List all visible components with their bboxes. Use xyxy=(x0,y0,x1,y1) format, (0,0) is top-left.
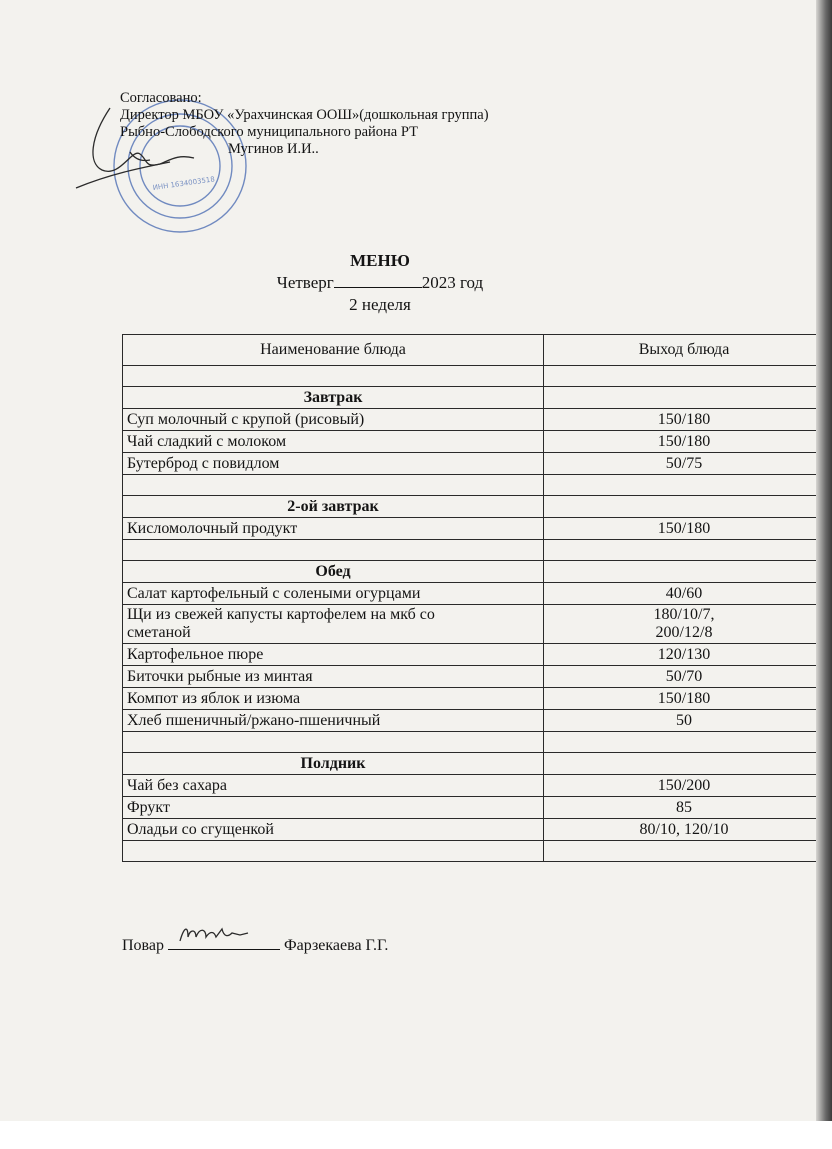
table-row xyxy=(123,644,825,666)
dish-name: Картофельное пюре xyxy=(123,644,544,666)
dish-yield: 150/180 xyxy=(544,431,825,453)
section-title: Обед xyxy=(123,561,544,583)
date-blank xyxy=(334,273,422,288)
menu-day: Четверг xyxy=(276,273,334,292)
scan-edge xyxy=(816,0,832,1149)
section-row xyxy=(123,753,825,775)
table-row xyxy=(123,710,825,732)
menu-year: 2023 год xyxy=(421,273,484,292)
dish-yield: 85 xyxy=(544,797,825,819)
cook-signature-line xyxy=(122,933,388,955)
dish-name: Чай без сахара xyxy=(123,775,544,797)
cook-label: Повар xyxy=(122,937,164,954)
section-title: 2-ой завтрак xyxy=(123,496,544,518)
dish-name: Оладьи со сгущенкой xyxy=(123,819,544,841)
header-dish-name: Наименование блюда xyxy=(123,335,544,366)
dish-yield xyxy=(544,605,825,644)
dish-yield: 120/130 xyxy=(544,644,825,666)
menu-title: МЕНЮ xyxy=(350,251,410,270)
section-row xyxy=(123,496,825,518)
table-row xyxy=(123,453,825,475)
dish-yield: 150/180 xyxy=(544,518,825,540)
section-title: Полдник xyxy=(123,753,544,775)
dish-name-line: сметаной xyxy=(127,624,191,641)
table-row xyxy=(123,797,825,819)
table-spacer-row xyxy=(123,841,825,862)
cook-name: Фарзекаева Г.Г. xyxy=(284,937,389,954)
table-spacer-row xyxy=(123,540,825,561)
dish-yield: 150/180 xyxy=(544,688,825,710)
dish-name: Салат картофельный с солеными огурцами xyxy=(123,583,544,605)
cook-signature xyxy=(168,933,280,950)
header-dish-yield: Выход блюда xyxy=(544,335,825,366)
section-row xyxy=(123,387,825,409)
dish-name: Фрукт xyxy=(123,797,544,819)
menu-week: 2 неделя xyxy=(349,295,411,314)
approval-label: Согласовано: xyxy=(120,90,202,106)
table-spacer-row xyxy=(123,732,825,753)
menu-date-line xyxy=(0,272,760,294)
dish-name: Бутерброд с повидлом xyxy=(123,453,544,475)
dish-name-line: Щи из свежей капусты картофелем на мкб со xyxy=(127,606,435,623)
section-title: Завтрак xyxy=(123,387,544,409)
approval-district: Рыбно-Слободского муниципального района РТ xyxy=(120,124,418,140)
dish-yield: 80/10, 120/10 xyxy=(544,819,825,841)
dish-name: Компот из яблок и изюма xyxy=(123,688,544,710)
table-row xyxy=(123,819,825,841)
dish-yield: 50/75 xyxy=(544,453,825,475)
table-row xyxy=(123,583,825,605)
dish-yield: 40/60 xyxy=(544,583,825,605)
dish-yield: 150/180 xyxy=(544,409,825,431)
dish-name: Суп молочный с крупой (рисовый) xyxy=(123,409,544,431)
table-row xyxy=(123,666,825,688)
table-row xyxy=(123,688,825,710)
section-row xyxy=(123,561,825,583)
signature-scribble-icon xyxy=(176,923,266,947)
approval-block xyxy=(120,90,489,158)
table-row xyxy=(123,605,825,644)
dish-name: Кисломолочный продукт xyxy=(123,518,544,540)
stamp-inn: ИНН 1634003518 xyxy=(152,175,216,192)
dish-name: Хлеб пшеничный/ржано-пшеничный xyxy=(123,710,544,732)
dish-name: Чай сладкий с молоком xyxy=(123,431,544,453)
table-row xyxy=(123,431,825,453)
table-header-row xyxy=(123,335,825,366)
table-row xyxy=(123,409,825,431)
approval-signature-line xyxy=(120,141,489,158)
dish-name: Биточки рыбные из минтая xyxy=(123,666,544,688)
table-row xyxy=(123,775,825,797)
dish-name xyxy=(123,605,544,644)
table-spacer-row xyxy=(123,366,825,387)
approval-director: Директор МБОУ «Урахчинская ООШ»(дошкольная группа) xyxy=(120,107,489,123)
menu-table xyxy=(122,334,825,862)
menu-heading xyxy=(0,250,760,316)
dish-yield-line: 200/12/8 xyxy=(655,624,713,641)
scan-bottom-margin xyxy=(0,1121,832,1149)
dish-yield: 50 xyxy=(544,710,825,732)
dish-yield-line: 180/10/7, xyxy=(653,606,715,623)
dish-yield: 150/200 xyxy=(544,775,825,797)
dish-yield: 50/70 xyxy=(544,666,825,688)
table-row xyxy=(123,518,825,540)
approval-director-name: Мугинов И.И.. xyxy=(228,141,319,157)
table-spacer-row xyxy=(123,475,825,496)
